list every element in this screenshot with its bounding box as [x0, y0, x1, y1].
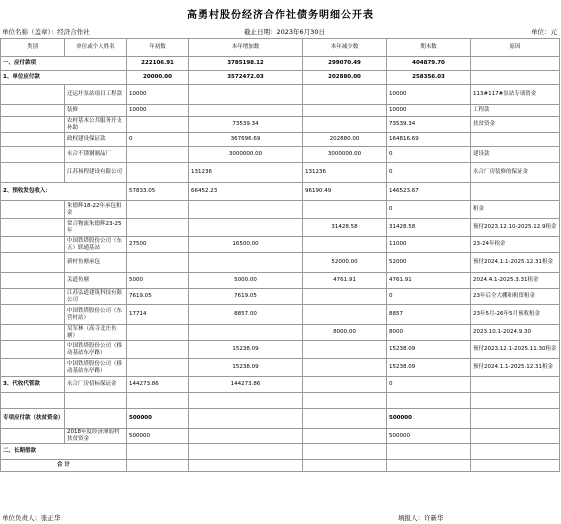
table-row	[1, 133, 560, 147]
increase-value: 5000.00	[189, 273, 303, 289]
row-name: 中国铁塔股份公司（东五）联通基站	[65, 237, 127, 253]
decrease-value	[303, 85, 387, 105]
increase-value: 3000000.00	[189, 147, 303, 163]
increase-value: 3785198.12	[189, 57, 303, 71]
table-row	[1, 201, 560, 219]
filler: 填报人：许新华	[398, 514, 444, 522]
closing-value: 11000	[387, 237, 471, 253]
opening-value: 17714	[127, 305, 189, 325]
row-reason: 永合厂房装修的保证金	[471, 163, 560, 183]
header-row	[1, 39, 560, 57]
row-reason: 预付2023.12.10-2025.12.9租金	[471, 219, 560, 237]
closing-value: 31428.58	[387, 219, 471, 237]
increase-value: 131236	[189, 163, 303, 183]
opening-value: 5000	[127, 273, 189, 289]
closing-value: 0	[387, 377, 471, 393]
decrease-value	[303, 305, 387, 325]
closing-value: 52000	[387, 253, 471, 273]
row-reason: 建设款	[471, 147, 560, 163]
closing-value: 0	[387, 147, 471, 163]
header-name: 单位或个人姓名	[65, 39, 127, 57]
row-name: 吴军林（高寺北庄鱼塘）	[65, 325, 127, 341]
increase-value: 73539.34	[189, 117, 303, 133]
opening-value: 500000	[127, 409, 189, 429]
decrease-value	[303, 237, 387, 253]
increase-value	[189, 85, 303, 105]
row-reason: 2024.4.1-2025.3.31租金	[471, 273, 560, 289]
table-row	[1, 359, 560, 377]
table-row	[1, 117, 560, 133]
increase-value: 15238.09	[189, 359, 303, 377]
increase-value: 66452.23	[189, 183, 303, 201]
table-row	[1, 253, 560, 273]
closing-value: 500000	[387, 409, 471, 429]
opening-value	[127, 201, 189, 219]
row-name: 农村基本公共服务开支补助	[65, 117, 127, 133]
debt-table	[0, 38, 560, 472]
decrease-value: 202880.00	[303, 71, 387, 85]
table-row	[1, 219, 560, 237]
section-special	[1, 409, 560, 429]
closing-value: 10000	[387, 105, 471, 117]
closing-value: 258356.03	[387, 71, 471, 85]
table-row	[1, 237, 560, 253]
increase-value: 16500.00	[189, 237, 303, 253]
opening-value	[127, 219, 189, 237]
header-opening: 年初数	[127, 39, 189, 57]
increase-value: 7619.05	[189, 289, 303, 305]
closing-value: 10000	[387, 85, 471, 105]
row-name: 常合物流朱德辉23-25年	[65, 219, 127, 237]
closing-value: 0	[387, 163, 471, 183]
decrease-value: 96190.49	[303, 183, 387, 201]
row-name: 2018年度经济薄弱村扶贫资金	[65, 429, 127, 444]
section-label: 1、单位应付款	[1, 71, 127, 85]
table-row	[1, 289, 560, 305]
section-unit-payables	[1, 71, 560, 85]
row-name: 装修	[65, 105, 127, 117]
row-name: 江苏扬程建设有限公司	[65, 163, 127, 183]
row-reason: 扶贫资金	[471, 117, 560, 133]
row-name: 朱德辉18-22年承包租金	[65, 201, 127, 219]
row-name: 中国铁塔股份公司（移动基站东亭路）	[65, 359, 127, 377]
row-name: 政权建设保证款	[65, 133, 127, 147]
opening-value: 10000	[127, 85, 189, 105]
cutoff-date: 截止日期：2023年6月30日	[244, 28, 325, 36]
closing-value: 8857	[387, 305, 471, 325]
increase-value	[189, 219, 303, 237]
row-reason: 租金	[471, 201, 560, 219]
row-reason: 23年5月-26年5月预收租金	[471, 305, 560, 325]
opening-value	[127, 117, 189, 133]
increase-value: 3572472.03	[189, 71, 303, 85]
row-name: 中国铁塔股份公司（移动基站东亭路）	[65, 341, 127, 359]
increase-value: 144273.86	[189, 377, 303, 393]
increase-value: 367696.69	[189, 133, 303, 147]
table-row	[1, 147, 560, 163]
opening-value: 144273.86	[127, 377, 189, 393]
table-row	[1, 305, 560, 325]
decrease-value	[303, 105, 387, 117]
closing-value: 404879.70	[387, 57, 471, 71]
increase-value: 15238.09	[189, 341, 303, 359]
section-label: 二、长期借款	[1, 444, 127, 460]
prepay-rows	[1, 201, 560, 377]
row-name: 关道鱼塘	[65, 273, 127, 289]
closing-value: 500000	[387, 429, 471, 444]
decrease-value	[303, 289, 387, 305]
opening-value	[127, 147, 189, 163]
row-name: 永合不锈钢制品厂	[65, 147, 127, 163]
special-row	[1, 429, 560, 444]
increase-value	[189, 325, 303, 341]
table-row	[1, 163, 560, 183]
opening-value: 10000	[127, 105, 189, 117]
opening-value	[127, 359, 189, 377]
closing-value: 146523.67	[387, 183, 471, 201]
row-name: 新村鱼塘承包	[65, 253, 127, 273]
section-label: 一、应付款项	[1, 57, 127, 71]
closing-value: 73539.34	[387, 117, 471, 133]
decrease-value: 3000000.00	[303, 147, 387, 163]
row-name: 永合厂房招标保证金	[65, 377, 127, 393]
row-name: 中国铁塔股份公司（东营村站）	[65, 305, 127, 325]
opening-value: 27500	[127, 237, 189, 253]
row-reason: 预付2023.12.1-2025.11.30租金	[471, 341, 560, 359]
section-payables	[1, 57, 560, 71]
closing-value: 15238.09	[387, 359, 471, 377]
decrease-value: 8000.00	[303, 325, 387, 341]
table-row	[1, 325, 560, 341]
row-reason	[471, 133, 560, 147]
responsible-person: 单位负责人：张正华	[2, 514, 61, 522]
section-label: 专项应付款（扶贫资金）	[1, 409, 65, 429]
decrease-value: 299070.49	[303, 57, 387, 71]
row-name: 江苏弘道建筑科技有限公司	[65, 289, 127, 305]
total-row	[1, 460, 560, 472]
decrease-value: 52000.00	[303, 253, 387, 273]
decrease-value	[303, 341, 387, 359]
opening-value: 7619.05	[127, 289, 189, 305]
opening-value	[127, 341, 189, 359]
closing-value: 0	[387, 289, 471, 305]
currency-unit: 单位：元	[531, 28, 557, 36]
row-reason: 预付2024.1.1-2025.12.31租金	[471, 253, 560, 273]
section-label: 2、预收发包收入：	[1, 183, 127, 201]
table-row	[1, 273, 560, 289]
closing-value: 164816.69	[387, 133, 471, 147]
section-prepaid	[1, 183, 560, 201]
row-reason: 113#117#泵站专项资金	[471, 85, 560, 105]
table-row	[1, 341, 560, 359]
row-reason: 2023.10.1-2024.9.30	[471, 325, 560, 341]
spacer-row	[1, 393, 560, 409]
increase-value: 8857.00	[189, 305, 303, 325]
decrease-value: 202880.00	[303, 133, 387, 147]
increase-value	[189, 201, 303, 219]
decrease-value: 31428.58	[303, 219, 387, 237]
row-reason: 预付2024.1.1-2025.12.31租金	[471, 359, 560, 377]
opening-value: 57833.05	[127, 183, 189, 201]
page-title: 高勇村股份经济合作社债务明细公开表	[187, 10, 374, 21]
increase-value	[189, 105, 303, 117]
row-reason: 工程款	[471, 105, 560, 117]
opening-value: 500000	[127, 429, 189, 444]
opening-value: 222106.91	[127, 57, 189, 71]
decrease-value	[303, 359, 387, 377]
closing-value: 15238.09	[387, 341, 471, 359]
section-long-term-loans	[1, 444, 560, 460]
closing-value: 8000	[387, 325, 471, 341]
header-decrease: 本年减少数	[303, 39, 387, 57]
opening-value	[127, 163, 189, 183]
unit-name: 单位名称（盖章）：经济合作社	[2, 28, 90, 36]
row-reason: 23-24年租金	[471, 237, 560, 253]
opening-value	[127, 325, 189, 341]
decrease-value	[303, 201, 387, 219]
header-increase: 本年增加数	[189, 39, 303, 57]
decrease-value: 4761.91	[303, 273, 387, 289]
total-label: 合 计	[1, 460, 127, 472]
decrease-value	[303, 117, 387, 133]
header-closing: 期末数	[387, 39, 471, 57]
header-reason: 原因	[471, 39, 560, 57]
row-reason: 23年后全大棚和租资租金	[471, 289, 560, 305]
opening-value: 20000.00	[127, 71, 189, 85]
row-name: 迁运圩泵站项目工程款	[65, 85, 127, 105]
table-row	[1, 105, 560, 117]
closing-value: 4761.91	[387, 273, 471, 289]
closing-value: 0	[387, 201, 471, 219]
table-row	[1, 85, 560, 105]
section-label: 3、代收代管款	[1, 377, 65, 393]
opening-value	[127, 253, 189, 273]
opening-value: 0	[127, 133, 189, 147]
increase-value	[189, 253, 303, 273]
header-category: 类别	[1, 39, 65, 57]
section-custody	[1, 377, 560, 393]
decrease-value: 131236	[303, 163, 387, 183]
unit-rows	[1, 85, 560, 183]
